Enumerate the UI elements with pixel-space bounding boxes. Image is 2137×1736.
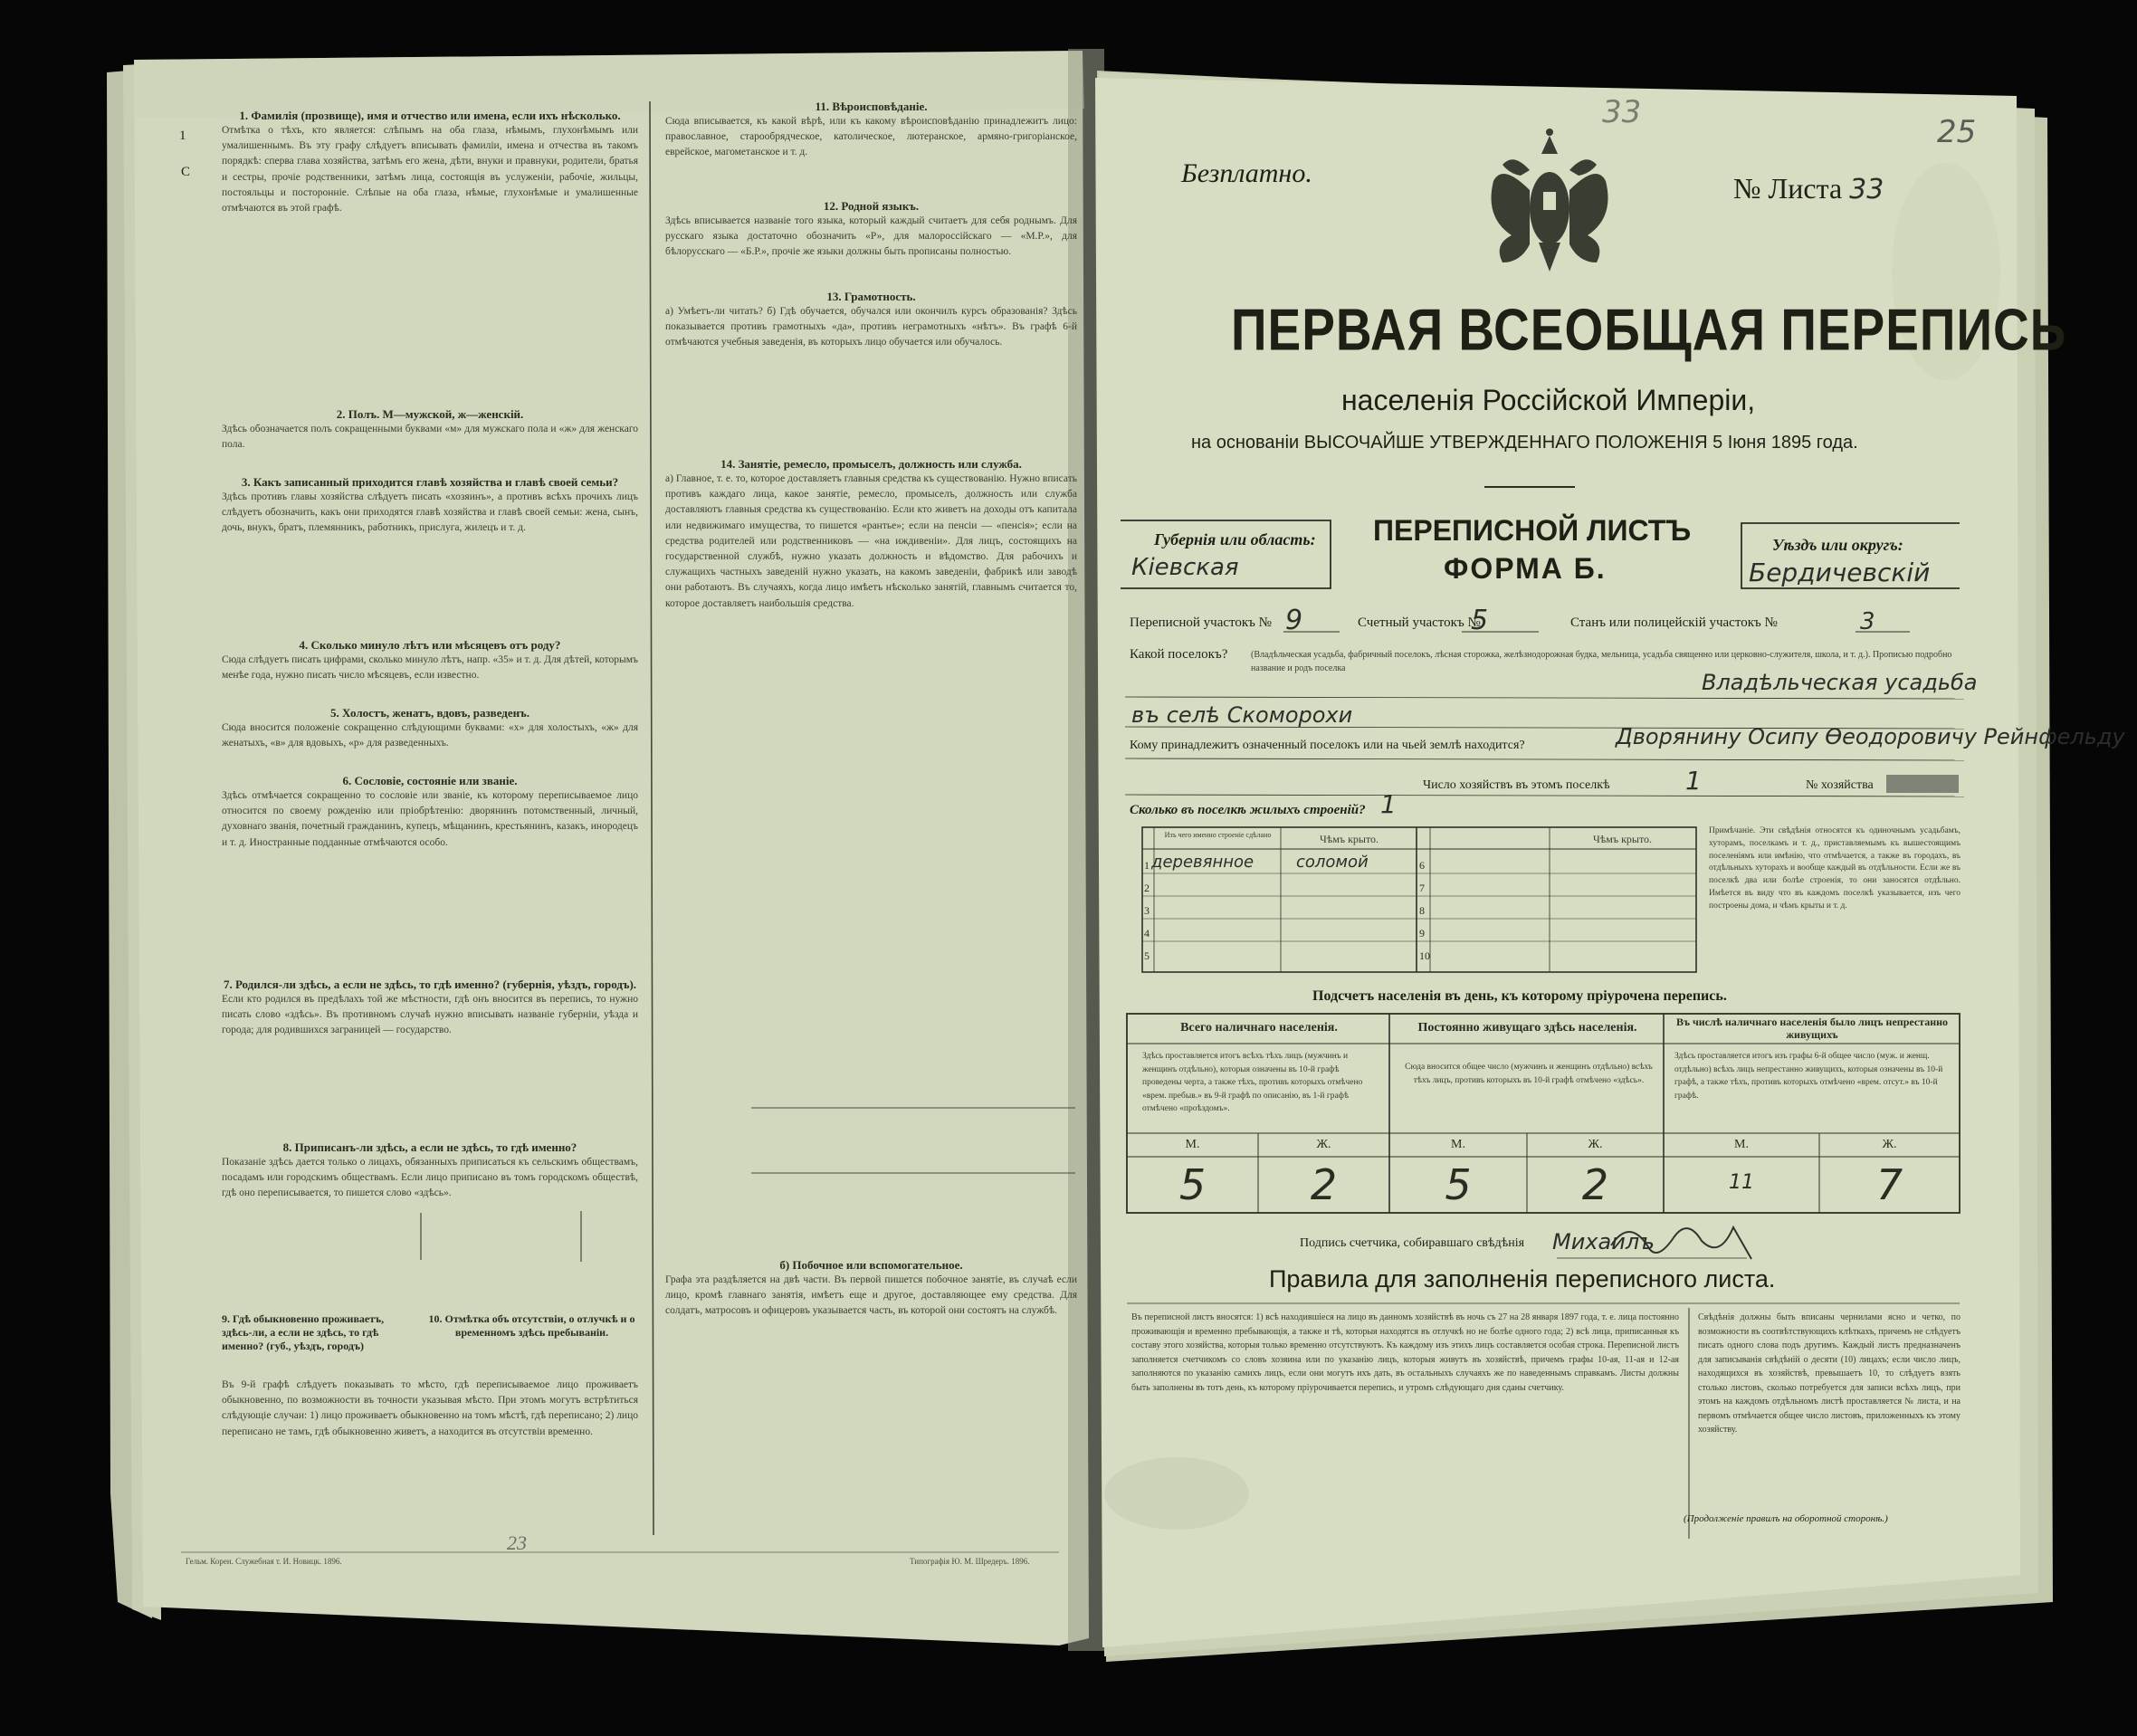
signature-value: Михаилъ <box>1552 1229 1655 1254</box>
population-col1-title: Всего наличнаго населенія. <box>1180 1021 1338 1035</box>
owner-value: Дворянину Осипу Ѳеодоровичу Рейнфельду <box>1616 724 2125 749</box>
building-row1-roof: соломой <box>1296 853 1369 872</box>
instruction-item-13 <box>665 290 1077 449</box>
left-footer-imprint: Гельм. Корен. Служебная т. И. Новицк. 1896. <box>186 1557 342 1566</box>
household-no-box <box>1886 775 1959 793</box>
margin-mark-1: 1 <box>179 129 186 143</box>
population-title: Подсчетъ населенія въ день, къ которому пріурочена перепись. <box>1312 988 1727 1004</box>
rules-text-left: Въ переписной листъ вносятся: 1) всѣ находившіеся на лицо въ данномъ хозяйствѣ въ ночь съ 27 на 28 января 1897 года, т. е. лица постоянно проживающія и временно пребывающія, а также и тѣ, которыя находятся въ отлучкѣ но не болѣе одного года; 2) всѣ лица, приписанныя къ составу этого хозяйства, которыя только временно отсутствуютъ. Къ каждому изъ этихъ лицъ составляется особая строка. Переписной листъ заполняется счетчикомъ со словъ хозяина или по указанію лицъ, которыя живутъ въ хозяйствѣ, причемъ графы 10-ая, 11-ая и 12-ая заполняются по указанію самихъ лицъ, если они могутъ ихъ дать, въ остальныхъ случаяхъ же по наведеннымъ справкамъ. Листы должны быть заполнены въ тотъ день, къ которому пріурочивается перепись, и утромъ слѣдующаго дня сданы счетчику. <box>1131 1312 1679 1393</box>
margin-mark-2: С <box>181 165 191 179</box>
buildings-label: Сколько въ поселкѣ жилыхъ строеній? <box>1130 803 1366 817</box>
instruction-text: Графа эта раздѣляется на двѣ части. Въ первой пишется побочное занятіе, въ случаѣ если лицо, кромѣ главнаго занятія, имѣетъ еще и другое, доставляющее ему средства. Для солдатъ, матросовъ и офицеровъ указывается часть, въ которой они состоятъ на службѣ. <box>665 1274 1077 1317</box>
instruction-heading: 9. Гдѣ обыкновенно проживаетъ, здѣсь-ли, а если не здѣсь, то гдѣ именно? (губ., уѣздъ, городъ) <box>222 1312 385 1352</box>
total-female-value: 2 <box>1310 1160 1338 1209</box>
instruction-item-6 <box>222 774 638 969</box>
instruction-heading: 14. Занятіе, ремесло, промыселъ, должность или служба. <box>720 457 1022 471</box>
uezd-label: Уѣздъ или округъ: <box>1772 536 1903 554</box>
uezd-value: Бердичевскій <box>1749 558 1931 587</box>
poselok-hint: (Владѣльческая усадьба, фабричный поселокъ, лѣсная сторожка, желѣзнодорожная будка, мельница, усадьба священно или церковно-служителя, школа, и т. д.). Прописью подробно название и родъ поселка <box>1251 650 1952 673</box>
instruction-heading: 8. Приписанъ-ли здѣсь, а если не здѣсь, то гдѣ именно? <box>282 1140 577 1154</box>
instruction-text: Здѣсь отмѣчается сокращенно то сословіе или званіе, къ которому переписываемое лицо относится по своему рожденію или пріобрѣтенію: дворянинъ потомственный, личный, духовнаго званія, почетный гражданинъ, купецъ, мѣщанинъ, крестьянинъ, казакъ, инородецъ и т. д. Иностранные подданные отмѣчаются особо. <box>222 790 638 848</box>
poselok-label: Какой поселокъ? <box>1130 647 1228 662</box>
instruction-text: Отмѣтка о тѣхъ, кто является: слѣпымъ на оба глаза, нѣмымъ, глухонѣмымъ или умалишеннымъ. Въ эту графу слѣдуетъ вписывать фамиліи, имена и отчества въ такомъ порядкѣ: сперва глава хозяйства, затѣмъ его жена, дѣти, внуки и правнуки, родители, братья и сестры, прочіе родственники, затѣмъ лица, состоящія въ услуженіи, рабочіе, жильцы, постояльцы и посторонніе. Слѣпые на оба глаза, нѣмые, глухонѣмые и умалишенные отмѣчаются въ этой графѣ. <box>222 125 638 215</box>
instruction-item-7 <box>222 978 638 1128</box>
instruction-text: Сюда вписывается, къ какой вѣрѣ, или къ какому вѣроисповѣданію принадлежитъ лицо: православное, старообрядческое, католическое, лютеранское, армяно-григоріанское, еврейское, магометанское и т. д. <box>665 116 1077 158</box>
perepisnoy-uchastok-label: Переписной участокъ № <box>1130 615 1272 630</box>
zh-label: Ж. <box>1882 1138 1897 1151</box>
instruction-text: а) Главное, т. е. то, которое доставляетъ главныя средства къ существованію. Нужно вписать противъ каждаго лица, какое занятіе, ремесло, промыселъ, должность или служба доставляютъ главныя средства къ существованію. Если кто живетъ на доходы отъ капитала или недвижимаго имущества, то пишется «рантье»; если на пенсіи — «пенсія»; если на средства родителей или родственниковъ — «на иждивеніи». Для лицъ, состоящихъ на государственной службѣ, нужно указать должность и вѣдомство. Для рабочихъ и служащихъ частныхъ заведеній нужно указать, на какомъ заведеніи, фабрикѣ или заводѣ они работаютъ. Въ случаяхъ, когда лицо имѣетъ нѣсколько занятій, главнымъ считается то, которое доставляетъ наибольшія средства. <box>665 473 1077 609</box>
instruction-heading: 5. Холостъ, женатъ, вдовъ, разведенъ. <box>330 706 529 720</box>
population-col3-title: Въ числѣ наличнаго населенія было лицъ непрестанно живущихъ <box>1675 1016 1949 1041</box>
instruction-text: а) Умѣетъ-ли читать? б) Гдѣ обучается, обучался или окончилъ курсъ образованія? Здѣсь показывается противъ грамотныхъ «да», противъ неграмотныхъ «нѣтъ». Въ графѣ 6-й отмѣчаются учебныя заведенія, въ которыхъ лицо обучается или обучалось. <box>665 306 1077 348</box>
instruction-item-1 <box>222 109 638 357</box>
instruction-item-4 <box>222 638 638 700</box>
form-label: ФОРМА Б. <box>1444 552 1607 585</box>
right-footer-imprint: Типографія Ю. М. Шредеръ. 1896. <box>910 1557 1030 1566</box>
zh-label: Ж. <box>1588 1138 1603 1151</box>
instruction-heading: 1. Фамилія (прозвище), имя и отчество или имена, если ихъ нѣсколько. <box>239 109 621 122</box>
instruction-text: Здѣсь вписывается названіе того языка, который каждый считаетъ для себя роднымъ. Для русскаго языка достаточно обозначить «Р», для малороссійскаго — «М.Р.», для бѣлорусскаго — «Б.Р.», прочіе же языки должны быть прописаны полностью. <box>665 215 1077 258</box>
ink-mark: 23 <box>507 1531 527 1554</box>
instruction-item-2 <box>222 407 638 469</box>
rules-text-right: Свѣдѣнія должны быть вписаны чернилами ясно и четко, по возможности въ соотвѣтствующихъ клѣткахъ, причемъ не слѣдуетъ писать одного слова подъ другимъ. Каждый листъ предназначенъ для записыванія свѣдѣній о десяти (10) лицахъ; если число лицъ, находящихся въ хозяйствѣ, превышаетъ 10, то слѣдуетъ взять столько листовъ, сколько потребуется для записи всѣхъ лицъ, при этомъ на каждомъ отдѣльномъ листѣ проставляется № листа, и на первомъ отмѣчается общее число листовъ, приложенныхъ къ этому хозяйству. <box>1698 1312 1961 1435</box>
buildings-note: Примѣчаніе. Эти свѣдѣнія относятся къ одиночнымъ усадьбамъ, хуторамъ, поселкамъ и т. д., приставляемымъ къ вышестоящимъ поселеніямъ или имѣнію, что отмѣчается, а также въ городахъ, въ отдѣльныхъ хуторахъ и вообще каждый въ отдѣльности. Если же въ поселкѣ два или болѣе строенія, то они заносятся отдѣльно. Имѣется въ виду что въ каждомъ поселкѣ указывается, изъ чего построены дома, и чѣмъ крыты и т. д. <box>1709 826 1961 911</box>
buildings-head-roof-2: Чѣмъ крыто. <box>1592 833 1653 845</box>
buildings-row-numbers-2: 6 7 8 9 10 <box>1419 859 1430 962</box>
m-label: М. <box>1185 1138 1200 1151</box>
population-col2-title: Постоянно живущаго здѣсь населенія. <box>1417 1021 1637 1035</box>
census-title: ПЕРВАЯ ВСЕОБЩАЯ ПЕРЕПИСЬ <box>1231 296 2067 363</box>
instruction-item-11 <box>665 100 1077 194</box>
free-label: Безплатно. <box>1181 158 1312 188</box>
total-male-value: 5 <box>1178 1160 1207 1209</box>
poselok-value-2: въ селѣ Скоморохи <box>1131 702 1353 728</box>
buildings-head-material: Изъ чего именно строеніе сдѣлано <box>1164 831 1272 839</box>
owner-label: Кому принадлежитъ означенный поселокъ или на чьей землѣ находится? <box>1130 739 1525 752</box>
m-label: М. <box>1451 1138 1465 1151</box>
guberniya-label: Губернія или область: <box>1154 530 1316 548</box>
instruction-text-9: Въ 9-й графѣ слѣдуетъ показывать то мѣсто, гдѣ переписываемое лицо проживаетъ обыкновенно, по возможности въ точности указывая мѣсто. При этомъ могутъ встрѣтиться слѣдующіе случаи: 1) лицо проживаетъ обыкновенно на томъ мѣстѣ, гдѣ переписано; 2) лицо переписано не тамъ, гдѣ обыкновенно живетъ, а находится въ отсутствіи временно. <box>222 1379 638 1437</box>
instruction-text: Если кто родился въ предѣлахъ той же мѣстности, гдѣ онъ вносится въ перепись, то нужно писать слово «здѣсь». Въ противномъ случаѣ нужно вписывать названіе губерніи, уѣзда и города; для родившихся заграницей — государство. <box>222 994 638 1036</box>
household-no-label: № хозяйства <box>1806 778 1874 792</box>
stan-value: 3 <box>1860 608 1875 635</box>
instruction-item-12 <box>665 199 1077 291</box>
corner-page-number: 25 <box>1937 114 1977 150</box>
instruction-heading: 13. Грамотность. <box>826 290 916 303</box>
buildings-row-numbers: 1 2 3 4 5 <box>1144 859 1150 962</box>
instruction-text: Здѣсь обозначается полъ сокращенными буквами «м» для мужскаго пола и «ж» для женскаго пола. <box>222 424 638 451</box>
instruction-item-3 <box>222 475 638 616</box>
nonresident-female-value: 7 <box>1875 1160 1903 1209</box>
poselok-value: Владѣльческая усадьба <box>1702 670 1978 695</box>
population-col1-text: Здѣсь проставляется итогъ всѣхъ тѣхъ лицъ (мужчинъ и женщинъ отдѣльно), которыя означены въ 10-й графѣ проведены черта, а также тѣхъ, противъ которыхъ отмѣчено «врем. пребыв.» въ 9-й графѣ по описанію, въ 1-й графѣ отмѣчено «проѣздомъ». <box>1142 1052 1363 1113</box>
instruction-item-9 <box>222 1208 416 1353</box>
instruction-heading: 11. Вѣроисповѣданіе. <box>815 100 928 113</box>
stan-label: Станъ или полицейскій участокъ № <box>1570 615 1778 630</box>
schetny-uchastok-value: 5 <box>1471 605 1489 636</box>
perepisnoy-uchastok-value: 9 <box>1285 605 1303 636</box>
building-row1-material: деревянное <box>1151 853 1255 872</box>
schetny-uchastok-label: Счетный участокъ № <box>1358 615 1481 630</box>
rules-continued: (Продолженіе правилъ на оборотной сторонѣ.) <box>1684 1513 1888 1524</box>
census-subtitle: населенія Россійской Имперіи, <box>1341 384 1756 416</box>
zh-label: Ж. <box>1316 1138 1331 1151</box>
sheet-number-label: № Листа <box>1733 172 1843 205</box>
instruction-text: Показаніе здѣсь дается только о лицахъ, обязанныхъ приписаться къ сельскимъ обществамъ, посадамъ или городскимъ обществамъ. Если лицо приписано въ томъ городскомъ обществѣ, гдѣ оно переписывается, то пишется слово «здѣсь». <box>222 1157 638 1199</box>
resident-female-value: 2 <box>1581 1160 1609 1209</box>
instruction-text: Сюда слѣдуетъ писать цифрами, сколько минуло лѣтъ, напр. «35» и т. д. Для дѣтей, которымъ менѣе года, нужно писать число мѣсяцевъ, если известно. <box>222 654 638 682</box>
households-label: Число хозяйствъ въ этомъ поселкѣ <box>1423 778 1610 792</box>
instruction-heading-10: 10. Отмѣтка объ отсутствіи, о отлучкѣ и о временномъ здѣсь пребываніи. <box>428 1312 635 1339</box>
census-basis: на основаніи ВЫСОЧАЙШЕ УТВЕРЖДЕННАГО ПОЛОЖЕНІЯ 5 Іюня 1895 года. <box>1191 433 1858 453</box>
guberniya-value: Кіевская <box>1131 554 1239 581</box>
instruction-heading: 6. Сословіе, состояніе или званіе. <box>342 774 518 787</box>
instruction-heading: 2. Полъ. М—мужской, ж—женскій. <box>336 407 524 421</box>
resident-male-value: 5 <box>1445 1160 1472 1209</box>
instruction-heading: б) Побочное или вспомогательное. <box>779 1258 963 1272</box>
rules-title: Правила для заполненія переписного листа. <box>1269 1265 1776 1292</box>
buildings-value: 1 <box>1380 789 1397 819</box>
instruction-heading: 12. Родной языкъ. <box>823 199 920 213</box>
sheet-number-value: 33 <box>1849 174 1884 205</box>
instruction-item-14 <box>665 457 1077 1259</box>
instruction-heading: 7. Родился-ли здѣсь, а если не здѣсь, то гдѣ именно? (губернія, уѣздъ, городъ). <box>223 978 637 991</box>
population-col2-text: Сюда вносится общее число (мужчинъ и женщинъ отдѣльно) всѣхъ тѣхъ лицъ, противъ которыхъ въ 10-й графѣ отмѣчено «здѣсь». <box>1405 1063 1653 1085</box>
pencil-page-number: 33 <box>1602 94 1642 130</box>
buildings-head-roof: Чѣмъ крыто. <box>1319 833 1379 845</box>
m-label: М. <box>1734 1138 1749 1151</box>
population-col3-text: Здѣсь проставляется итогъ изъ графы 6-й общее число (муж. и женщ. отдѣльно) всѣхъ лицъ непрестанно живущихъ, которыя означены въ 10-й графѣ, а также тѣхъ, противъ которыхъ отмѣчено «врем. отсут.» въ 10-й графѣ. <box>1674 1052 1943 1101</box>
instruction-item-14b <box>665 1258 1077 1544</box>
instruction-text: Сюда вносится положеніе сокращенно слѣдующими буквами: «х» для холостыхъ, «ж» для женатыхъ, «в» для вдовыхъ, «р» для разведенныхъ. <box>222 722 638 749</box>
nonresident-male-value: 11 <box>1729 1171 1754 1194</box>
instruction-text: Здѣсь противъ главы хозяйства слѣдуетъ писать «хозяинъ», а противъ всѣхъ прочихъ лицъ слѣдуетъ обозначить, какъ они приходятся главѣ хозяйства и главѣ своей семьи: жена, сынъ, дочь, внукъ, братъ, племянникъ, работникъ, прислуга, жилецъ и т. д. <box>222 491 638 534</box>
list-title: ПЕРЕПИСНОЙ ЛИСТЪ <box>1373 514 1692 547</box>
households-value: 1 <box>1685 766 1702 796</box>
signature-label: Подпись счетчика, собиравшаго свѣдѣнія <box>1300 1236 1525 1250</box>
instruction-heading: 4. Сколько минуло лѣтъ или мѣсяцевъ отъ роду? <box>299 638 561 652</box>
instruction-heading: 3. Какъ записанный приходится главѣ хозяйства и главѣ своей семьи? <box>241 475 619 489</box>
instruction-item-5 <box>222 706 638 768</box>
sheet-number <box>1733 172 1884 205</box>
